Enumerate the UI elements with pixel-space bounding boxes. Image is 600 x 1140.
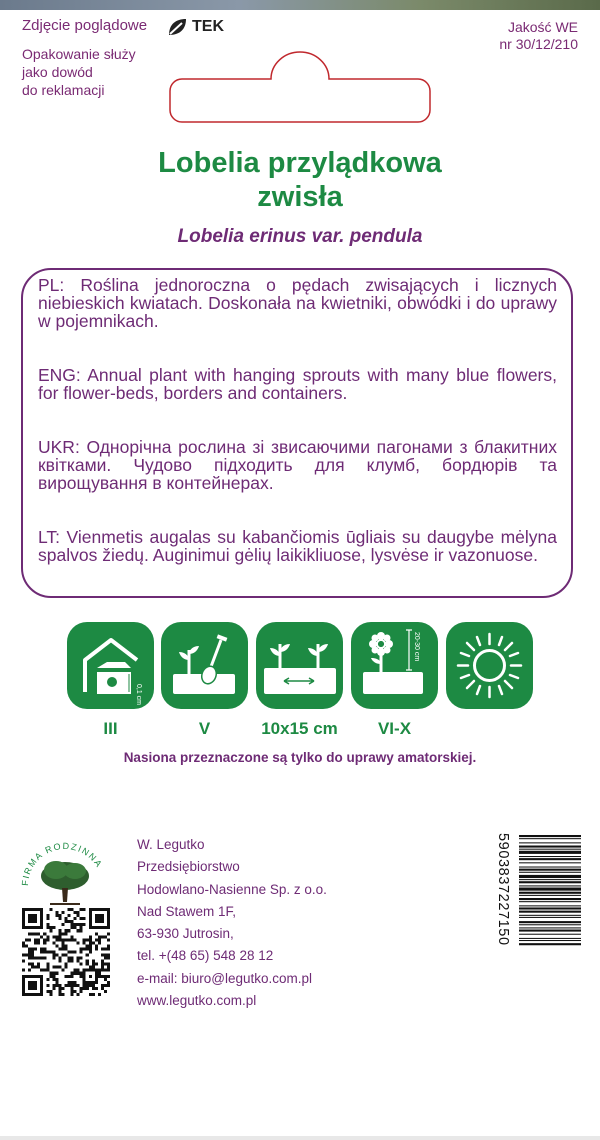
- sowing-depth-label: 0,1 cm: [135, 684, 142, 706]
- company-line-2: Przedsiębiorstwo: [137, 859, 240, 875]
- title-line-2: zwisła: [257, 181, 343, 213]
- company-address: [137, 834, 327, 1012]
- preview-label: Zdjęcie poglądowe: [22, 17, 148, 34]
- product-title: [0, 146, 600, 214]
- spacing-label: 10x15 cm: [261, 719, 338, 738]
- company-city: 63-930 Jutrosin,: [137, 926, 234, 942]
- company-phone: tel. +(48 65) 548 28 12: [137, 948, 274, 964]
- full-sun-icon: [446, 622, 533, 709]
- planting-shovel-icon: [161, 622, 248, 709]
- greenhouse-sowing-icon: [67, 622, 154, 709]
- qr-code: [22, 908, 110, 996]
- bloom-height-label: 20-30 cm: [413, 632, 420, 662]
- latin-name: Lobelia erinus var. pendula: [177, 226, 423, 247]
- description-ukr: UKR: Однорічна рослина зі звисаючими пагонами з блакитних квітками. Чудово підходить для клумб, бордюрів та вирощування в контейнерах.: [38, 437, 557, 493]
- logo-text: FIRMA RODZINNA: [20, 840, 105, 887]
- flowering-height-icon: [351, 622, 438, 709]
- company-email: e-mail: biuro@legutko.com.pl: [137, 970, 313, 986]
- company-name: W. Legutko: [137, 837, 205, 852]
- bottom-edge: [0, 1136, 600, 1140]
- company-line-3: Hodowlano-Nasienne Sp. z o.o.: [137, 881, 327, 897]
- description-eng: ENG: Annual plant with hanging sprouts with many blue flowers, for flower-beds, borders and containers.: [38, 365, 557, 403]
- flowering-label: VI-X: [377, 719, 412, 738]
- amateur-use-note: Nasiona przeznaczone są tylko do uprawy amatorskiej.: [123, 750, 477, 765]
- description-lt: LT: Vienmetis augalas su kabančiomis ūgliais su daugybe mėlyna spalvos žiedų. Auginimui gėlių laikikliuose, lysvėse ir vazonuose.: [38, 527, 557, 565]
- packaging-line-3: do reklamacji: [22, 82, 105, 98]
- hanger-hole-outline: [168, 52, 432, 124]
- quality-line-2: nr 30/12/210: [499, 36, 578, 52]
- description-pl: PL: Roślina jednoroczna o pędach zwisających i licznych niebieskich kwiatach. Doskonała na kwietniki, obwódki i do uprawy w pojemnikach.: [38, 275, 557, 331]
- greenhouse-sowing-label: III: [103, 719, 118, 738]
- packaging-line-2: jako dowód: [22, 64, 93, 80]
- header-right: [499, 19, 578, 53]
- barcode-digits: 5903837227150: [495, 833, 511, 946]
- leaf-icon: [166, 16, 188, 38]
- spacing-icon: [256, 622, 343, 709]
- description-box: [21, 268, 573, 598]
- quality-line-1: Jakość WE: [507, 19, 578, 35]
- family-company-tree-logo: [20, 838, 110, 906]
- top-image-strip: [0, 0, 600, 10]
- tek-logo: [166, 16, 224, 38]
- company-website: www.legutko.com.pl: [137, 993, 257, 1009]
- ean-barcode: [497, 833, 583, 995]
- brand-name: TEK: [192, 18, 224, 35]
- company-street: Nad Stawem 1F,: [137, 903, 237, 919]
- packaging-line-1: Opakowanie służy: [22, 46, 136, 62]
- title-line-1: Lobelia przylądkowa: [158, 147, 442, 179]
- planting-label: V: [198, 719, 211, 738]
- header-left: [22, 17, 147, 99]
